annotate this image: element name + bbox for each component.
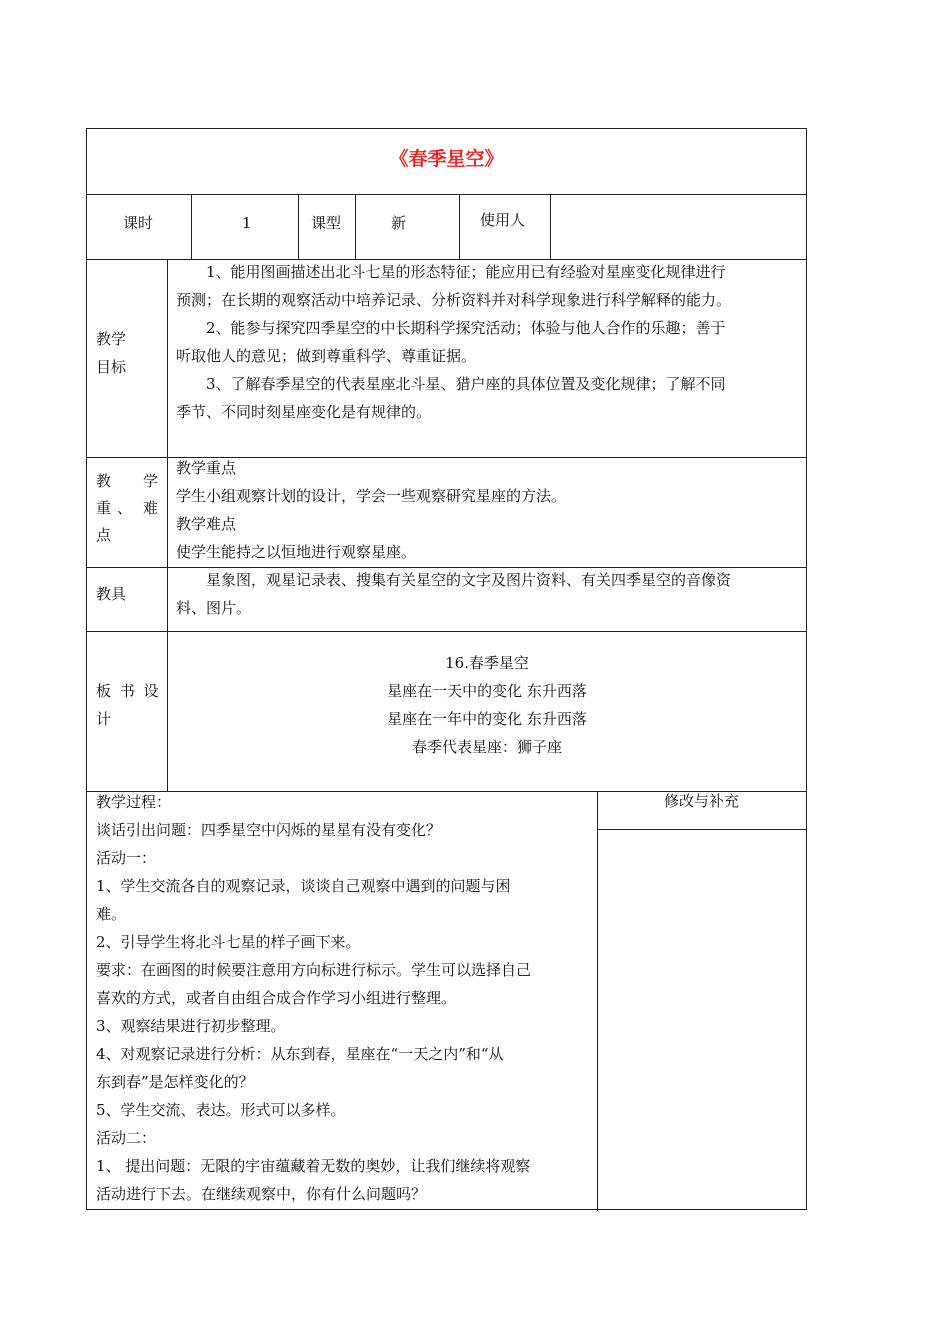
- document-title: 《春季星空》: [389, 148, 504, 170]
- lesson-plan-table: [86, 128, 807, 1210]
- process-line: 2、引导学生将北斗七星的样子画下来。: [96, 933, 361, 951]
- key-point-line: 教学重点: [176, 459, 237, 477]
- board-line: 春季代表星座：狮子座: [411, 738, 562, 756]
- process-line: 3、观察结果进行初步整理。: [96, 1017, 286, 1035]
- process-line: 难。: [96, 905, 127, 923]
- objective-line: 2、能参与探究四季星空的中长期科学探究活动；体验与他人合作的乐趣；善于: [206, 319, 726, 337]
- process-line: 1、学生交流各自的观察记录，谈谈自己观察中遇到的问题与困: [96, 877, 511, 895]
- objectives-label: 目标: [96, 358, 127, 376]
- materials-line: 料、图片。: [176, 599, 252, 617]
- materials-label: 教具: [96, 585, 127, 603]
- key-points-label: 教: [96, 472, 112, 490]
- process-line: 4、对观察记录进行分析：从东到春，星座在“一天之内”和“从: [96, 1045, 504, 1063]
- objectives-label: 教学: [96, 330, 127, 348]
- objective-line: 预测；在长期的观察活动中培养记录、分析资料并对科学现象进行科学解释的能力。: [176, 291, 732, 309]
- process-line: 谈话引出问题：四季星空中闪烁的星星有没有变化？: [96, 821, 442, 839]
- process-line: 1、 提出问题：无限的宇宙蕴藏着无数的奥妙，让我们继续将观察: [96, 1157, 531, 1175]
- key-point-line: 教学难点: [176, 515, 237, 533]
- key-point-line: 使学生能持之以恒地进行观察星座。: [176, 543, 417, 561]
- materials-text: [176, 566, 804, 622]
- process-line: 活动一：: [96, 849, 157, 867]
- key-point-line: 学生小组观察计划的设计，学会一些观察研究星座的方法。: [176, 487, 567, 505]
- objectives-text: [176, 258, 804, 426]
- lesson-hours-label: 课时: [123, 214, 154, 232]
- board-line: 16.春季星空: [445, 654, 529, 672]
- key-points-label: 难: [143, 499, 159, 517]
- process-line: 东到春”是怎样变化的？: [96, 1073, 254, 1091]
- objective-line: 1、能用图画描述出北斗七星的形态特征；能应用已有经验对星座变化规律进行: [206, 263, 726, 281]
- col-divider: [298, 194, 299, 259]
- board-label: 计: [96, 710, 112, 728]
- col-divider: [459, 194, 460, 259]
- col-divider: [550, 194, 551, 259]
- objective-line: 季节、不同时刻星座变化是有规律的。: [176, 403, 432, 421]
- materials-line: 星象图，观星记录表、搜集有关星空的文字及图片资料、有关四季星空的音像资: [206, 571, 732, 589]
- process-text: [96, 788, 591, 1208]
- key-points-label: 重: [96, 499, 112, 517]
- process-line: 要求：在画图的时候要注意用方向标进行标示。学生可以选择自己: [96, 961, 532, 979]
- lesson-hours-value: 1: [242, 214, 252, 232]
- objective-line: 3、了解春季星空的代表星座北斗星、猎户座的具体位置及变化规律；了解不同: [206, 375, 726, 393]
- process-line: 5、学生交流、表达。形式可以多样。: [96, 1101, 346, 1119]
- col-divider: [355, 194, 356, 259]
- board-label: 板 书 设: [96, 682, 159, 700]
- col-divider: [191, 194, 192, 259]
- board-line: 星座在一天中的变化 东升西落: [387, 682, 587, 700]
- lesson-type-value: 新: [391, 214, 407, 232]
- board-text: [168, 649, 806, 761]
- key-points-label: 学: [143, 472, 159, 490]
- process-line: 喜欢的方式，或者自由组合成合作学习小组进行整理。: [96, 989, 457, 1007]
- revision-header: 修改与补充: [663, 792, 739, 810]
- key-points-text: [176, 454, 796, 566]
- process-line: 活动进行下去。在继续观察中，你有什么问题吗？: [96, 1185, 427, 1203]
- process-line: 教学过程：: [96, 793, 172, 811]
- lesson-type-label: 课型: [311, 214, 342, 232]
- process-line: 活动二：: [96, 1129, 157, 1147]
- row-divider: [87, 194, 806, 195]
- row-divider: [87, 631, 806, 632]
- user-label: 使用人: [480, 211, 526, 229]
- side-header-divider: [597, 829, 806, 830]
- board-line: 星座在一年中的变化 东升西落: [387, 710, 587, 728]
- key-points-label: 点: [96, 526, 112, 544]
- objective-line: 听取他人的意见；做到尊重科学、尊重证据。: [176, 347, 477, 365]
- key-points-label: 、: [117, 499, 133, 517]
- side-col-divider: [597, 791, 598, 1211]
